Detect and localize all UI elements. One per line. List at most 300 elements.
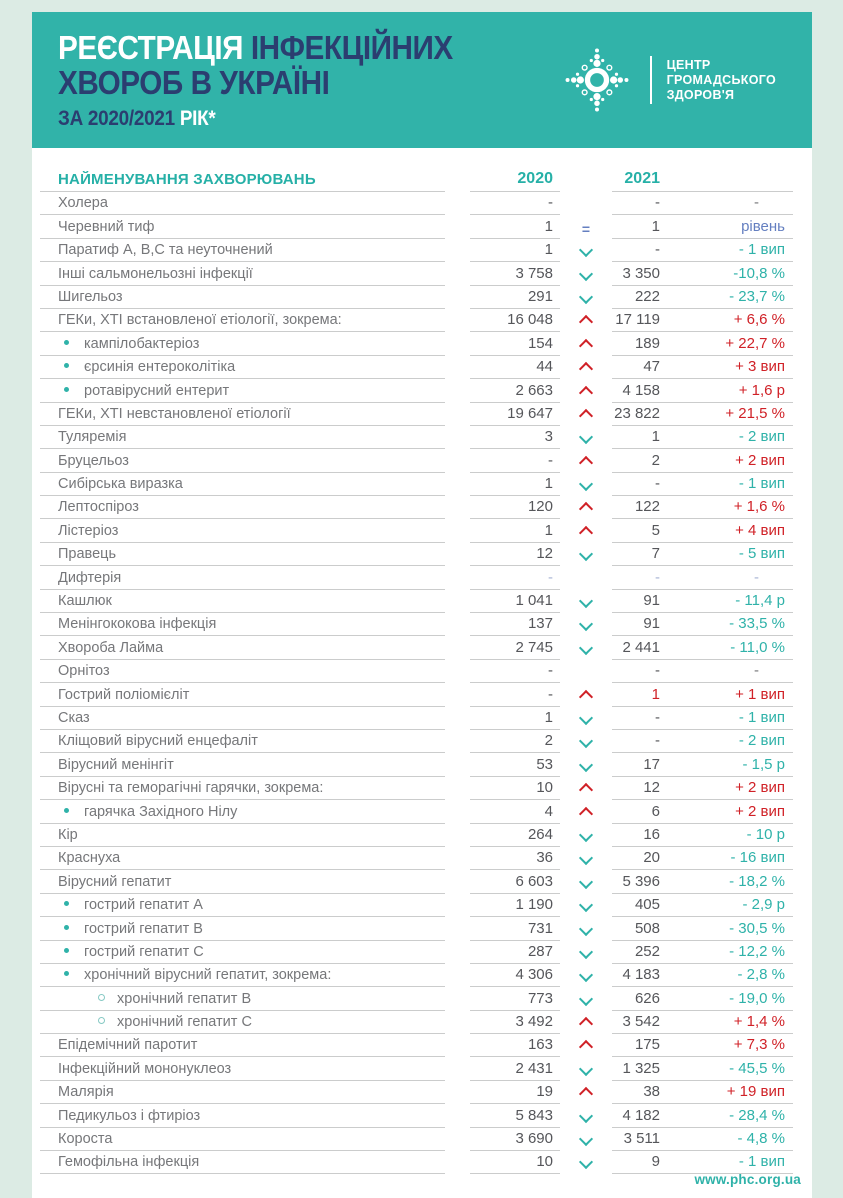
value-2021: 1 [651,428,660,446]
trend-arrow [560,220,612,239]
page-title [58,30,453,131]
table-body [40,192,793,1174]
trend-arrow [560,337,612,356]
value-2020: 10 [470,1153,560,1174]
arrow-up-icon [579,690,593,704]
table-row [40,473,793,496]
change-value: - 12,2 % [729,942,785,960]
table-row [40,379,793,402]
trend-arrow [560,313,612,332]
value-2021: - [655,732,660,750]
table-row [40,987,793,1010]
change-value: + 19 вип [726,1083,785,1101]
value-2021: 4 183 [622,966,660,984]
table-row [40,730,793,753]
value-2020: 4 306 [470,966,560,987]
disease-name: Туляремія [58,429,127,446]
arrow-down-icon [579,875,593,889]
disease-name: ГЕКи, ХТІ встановленої етіології, зокрема: [58,312,342,329]
value-2021: - [655,708,660,726]
arrow-down-icon [579,290,593,304]
value-2021: 23 822 [614,404,660,422]
value-2021: 38 [643,1083,660,1101]
disease-name: Бруцельоз [58,452,129,469]
disease-name: Дифтерія [58,569,122,586]
change-value: - [754,194,759,212]
disease-name: Вірусні та геморагічні гарячки, зокрема: [58,780,324,797]
trend-arrow [560,479,612,496]
arrow-up-icon [579,806,593,820]
value-2021: 175 [634,1036,660,1054]
table-row [40,1034,793,1057]
change-value: - 11,4 р [735,592,785,610]
title-word-navy: ІНФЕКЦІЙНИХ [250,28,453,66]
value-2021: 252 [634,942,660,960]
trend-arrow [560,1085,612,1104]
change-value: - 18,2 % [729,872,785,890]
table-header-row [40,158,793,192]
arrow-down-icon [579,617,593,631]
value-2021: 7 [651,545,660,563]
trend-arrow [560,432,612,449]
change-value: - 23,7 % [729,287,785,305]
change-value: - 30,5 % [729,919,785,937]
disease-name: Малярія [58,1084,114,1101]
arrow-down-icon [579,1062,593,1076]
value-2020: 137 [470,615,560,636]
column-header-2021: 2021 [624,170,660,187]
arrow-down-icon [579,547,593,561]
arrow-down-icon [579,968,593,982]
bullet-icon [64,387,69,392]
change-value: - 10 р [746,825,785,843]
trend-arrow [560,924,612,941]
arrow-up-icon [579,526,593,540]
trend-arrow [560,994,612,1011]
arrow-down-icon [579,1155,593,1169]
trend-arrow [560,407,612,426]
value-2020: 1 [470,709,560,730]
table-row [40,683,793,706]
bullet-icon [64,363,69,368]
value-2020: - [470,569,560,590]
arrow-down-icon [579,266,593,280]
value-2020: 1 [470,241,560,262]
disease-name: Гемофільна інфекція [58,1154,200,1171]
disease-name: гарячка Західного Нілу [84,803,238,820]
disease-name: Кір [58,826,78,843]
value-2020: 16 048 [470,311,560,332]
header-banner [32,12,812,148]
change-value: рівень [741,217,785,235]
value-2021: 1 [651,685,660,703]
arrow-down-icon [579,641,593,655]
disease-name: ГЕКи, ХТІ невстановленої етіології [58,405,291,422]
column-header-name: НАЙМЕНУВАННЯ ЗАХВОРЮВАНЬ [40,171,445,192]
trend-arrow [560,805,612,824]
table-row [40,543,793,566]
value-2020: 1 [470,522,560,543]
value-2020: 2 431 [470,1060,560,1081]
disease-name: Кашлюк [58,593,112,610]
table-row [40,403,793,426]
value-2020: 3 690 [470,1130,560,1151]
change-value: - 1 вип [738,241,785,259]
disease-name: Короста [58,1131,113,1148]
value-2021: 3 350 [622,264,660,282]
bullet-icon [64,808,69,813]
table-row [40,777,793,800]
value-2020: 2 663 [470,382,560,403]
phc-logo [559,41,776,119]
value-2021: 16 [643,825,660,843]
arrow-up-icon [579,1017,593,1031]
change-value: + 21,5 % [725,404,785,422]
arrow-down-icon [579,828,593,842]
trend-arrow [560,1111,612,1128]
disease-name: Менінгококова інфекція [58,616,217,633]
logo-divider [650,56,652,104]
disease-name: Краснуха [58,850,121,867]
disease-name: єрсинія ентероколітіка [84,359,236,376]
change-value: + 22,7 % [725,334,785,352]
table-row [40,870,793,893]
arrow-down-icon [579,734,593,748]
disease-name: Паратиф А, В,С та неуточнений [58,242,273,259]
trend-arrow [560,292,612,309]
value-2021: 1 325 [622,1059,660,1077]
value-2020: 120 [470,498,560,519]
value-2020: 3 [470,428,560,449]
table-row [40,192,793,215]
value-2020: 4 [470,803,560,824]
arrow-down-icon [579,898,593,912]
disease-name: кампілобактеріоз [84,335,200,352]
trend-arrow [560,1134,612,1151]
change-value: + 1,6 % [733,498,785,516]
table-row [40,1128,793,1151]
change-value: + 2 вип [735,779,785,797]
arrow-down-icon [579,1109,593,1123]
arrow-up-icon [579,1087,593,1101]
disease-name: Холера [58,195,108,212]
table-row [40,707,793,730]
value-2021: 47 [643,358,660,376]
change-value: + 1,4 % [733,1013,785,1031]
value-2021: 91 [643,615,660,633]
change-value: - [754,568,759,586]
value-2021: - [655,241,660,259]
arrow-down-icon [579,430,593,444]
value-2020: 2 [470,732,560,753]
value-2021: 405 [634,896,660,914]
value-2020: 291 [470,288,560,309]
change-value: - 4,8 % [737,1130,785,1148]
arrow-down-icon [579,921,593,935]
trend-arrow [560,947,612,964]
arrow-down-icon [579,945,593,959]
value-2020: 1 [470,475,560,496]
table-row [40,753,793,776]
trend-arrow [560,736,612,753]
value-2020: 10 [470,779,560,800]
title-word-white: РЕЄСТРАЦІЯ [58,28,244,66]
change-value: + 2 вип [735,802,785,820]
trend-arrow [560,643,612,660]
table-row [40,449,793,472]
value-2021: 6 [651,802,660,820]
trend-arrow [560,688,612,707]
value-2020: 44 [470,358,560,379]
value-2020: 5 843 [470,1107,560,1128]
value-2020: 1 190 [470,896,560,917]
value-2020: 6 603 [470,873,560,894]
value-2020: 1 041 [470,592,560,613]
table-row [40,800,793,823]
value-2020: 3 758 [470,265,560,286]
value-2021: 626 [634,989,660,1007]
trend-arrow [560,269,612,286]
trend-arrow [560,1157,612,1174]
value-2021: 1 [651,217,660,235]
change-value: - [754,662,759,680]
table-row [40,1011,793,1034]
disease-name: Педикульоз і фтиріоз [58,1107,201,1124]
value-2021: 2 [651,451,660,469]
bullet-icon [64,340,69,345]
trend-arrow [560,210,612,215]
disease-name: Лептоспіроз [58,499,139,516]
disease-name: Шигельоз [58,288,123,305]
change-value: - 5 вип [738,545,785,563]
table-row [40,917,793,940]
change-value: - 19,0 % [729,989,785,1007]
table-row [40,496,793,519]
arrow-down-icon [579,992,593,1006]
bullet-icon [64,925,69,930]
value-2020: - [470,194,560,215]
table-row [40,894,793,917]
trend-arrow [560,585,612,590]
value-2021: 2 441 [622,638,660,656]
column-header-trend [560,187,612,192]
table-row [40,356,793,379]
change-value: + 1,6 р [738,381,785,399]
table-row [40,847,793,870]
table-row [40,613,793,636]
value-2021: 5 [651,521,660,539]
value-2020: - [470,662,560,683]
trend-arrow [560,524,612,543]
table-row [40,566,793,589]
subtitle: ЗА 2020/2021 РІК* [58,106,216,130]
change-value: - 2,9 р [742,896,785,914]
table-row [40,332,793,355]
change-value: - 2 вип [738,428,785,446]
trend-arrow [560,619,612,636]
table-row [40,215,793,238]
change-value: + 3 вип [735,358,785,376]
disease-name: Орнітоз [58,663,110,680]
change-value: + 7,3 % [733,1036,785,1054]
disease-name: ротавірусний ентерит [84,382,230,399]
arrow-up-icon [579,315,593,329]
trend-arrow [560,1015,612,1034]
value-2020: 19 [470,1083,560,1104]
arrow-down-icon [579,594,593,608]
value-2021: 3 511 [623,1130,660,1148]
value-2020: 264 [470,826,560,847]
disease-name: Епідемічний паротит [58,1037,198,1054]
value-2021: - [655,194,660,212]
value-2021: 3 542 [622,1013,660,1031]
value-2021: 189 [634,334,660,352]
disease-name: Черевний тиф [58,218,155,235]
trend-arrow [560,454,612,473]
disease-name: Правець [58,546,117,563]
table-row [40,1151,793,1174]
change-value: - 28,4 % [729,1106,785,1124]
footer-link[interactable]: www.phc.org.ua [694,1172,801,1187]
disease-name: Інші сальмонельозні інфекції [58,265,253,282]
arrow-up-icon [579,339,593,353]
trend-arrow [560,900,612,917]
value-2020: 1 [470,218,560,239]
trend-arrow [560,678,612,683]
value-2020: - [470,452,560,473]
column-header-2020: 2020 [470,170,560,192]
trend-arrow [560,970,612,987]
disease-name: Лістеріоз [58,522,119,539]
table-row [40,941,793,964]
value-2020: 36 [470,849,560,870]
change-value: - 2,8 % [737,966,785,984]
title-line2: ХВОРОБ В УКРАЇНІ [58,63,330,101]
bullet-icon [98,994,105,1001]
change-value: + 4 вип [735,521,785,539]
value-2020: 19 647 [470,405,560,426]
value-2020: - [470,686,560,707]
disease-name: Сказ [58,709,90,726]
table-row [40,309,793,332]
change-value: - 45,5 % [729,1059,785,1077]
table-row [40,660,793,683]
value-2021: 9 [651,1153,660,1171]
disease-name: гострий гепатит С [84,943,204,960]
table-row [40,262,793,285]
trend-arrow [560,830,612,847]
arrow-down-icon [579,477,593,491]
trend-arrow [560,596,612,613]
value-2021: 122 [634,498,660,516]
change-value: - 1,5 р [742,755,785,773]
value-2021: 17 [643,755,660,773]
value-2021: 91 [643,592,660,610]
table-row [40,1057,793,1080]
disease-name: гострий гепатит А [84,897,203,914]
trend-arrow [560,384,612,403]
value-2021: - [655,568,660,586]
phc-logo-dots-icon [559,41,635,119]
trend-arrow [560,1064,612,1081]
arrow-up-icon [579,409,593,423]
arrow-up-icon [579,385,593,399]
arrow-down-icon [579,851,593,865]
table-row [40,519,793,542]
change-value: - 1 вип [738,708,785,726]
equal-sign-icon: = [581,220,591,237]
arrow-up-icon [579,1040,593,1054]
trend-arrow [560,245,612,262]
trend-arrow [560,1038,612,1057]
disease-name: Вірусний гепатит [58,873,172,890]
value-2020: 3 492 [470,1013,560,1034]
trend-arrow [560,781,612,800]
value-2021: - [655,662,660,680]
table-row [40,286,793,309]
disease-name: хронічний вірусний гепатит, зокрема: [84,967,332,984]
disease-name: хронічний гепатит В [117,990,252,1007]
disease-name: Кліщовий вірусний енцефаліт [58,733,258,750]
value-2021: 17 119 [615,311,660,329]
table-row [40,1104,793,1127]
table-row [40,590,793,613]
value-2020: 2 745 [470,639,560,660]
value-2021: 222 [634,287,660,305]
value-2021: 4 182 [622,1106,660,1124]
value-2020: 731 [470,920,560,941]
change-value: - 16 вип [730,849,785,867]
table-card [32,148,812,1198]
table-row [40,426,793,449]
value-2020: 12 [470,545,560,566]
change-value: - 11,0 % [730,638,785,656]
bullet-icon [98,1017,105,1024]
table-row [40,1081,793,1104]
change-value: - 33,5 % [729,615,785,633]
disease-name: Сибірська виразка [58,476,183,493]
arrow-down-icon [579,758,593,772]
bullet-icon [64,971,69,976]
logo-text: ЦЕНТР ГРОМАДСЬКОГО ЗДОРОВ'Я [666,57,776,102]
value-2020: 163 [470,1036,560,1057]
arrow-down-icon [579,243,593,257]
disease-name: хронічний гепатит С [117,1014,252,1031]
value-2021: 508 [634,919,660,937]
value-2021: 20 [643,849,660,867]
table-row [40,239,793,262]
table-row [40,964,793,987]
arrow-up-icon [579,362,593,376]
bullet-icon [64,901,69,906]
value-2020: 287 [470,943,560,964]
trend-arrow [560,500,612,519]
value-2020: 773 [470,990,560,1011]
trend-arrow [560,760,612,777]
table-row [40,636,793,659]
change-value: -10,8 % [733,264,785,282]
value-2021: 12 [643,779,660,797]
change-value: + 6,6 % [733,311,785,329]
disease-name: Хвороба Лайма [58,639,164,656]
change-value: - 2 вип [738,732,785,750]
trend-arrow [560,853,612,870]
bullet-icon [64,948,69,953]
disease-name: Вірусний менінгіт [58,756,174,773]
value-2021: - [655,475,660,493]
change-value: - 1 вип [738,475,785,493]
disease-name: гострий гепатит В [84,920,203,937]
